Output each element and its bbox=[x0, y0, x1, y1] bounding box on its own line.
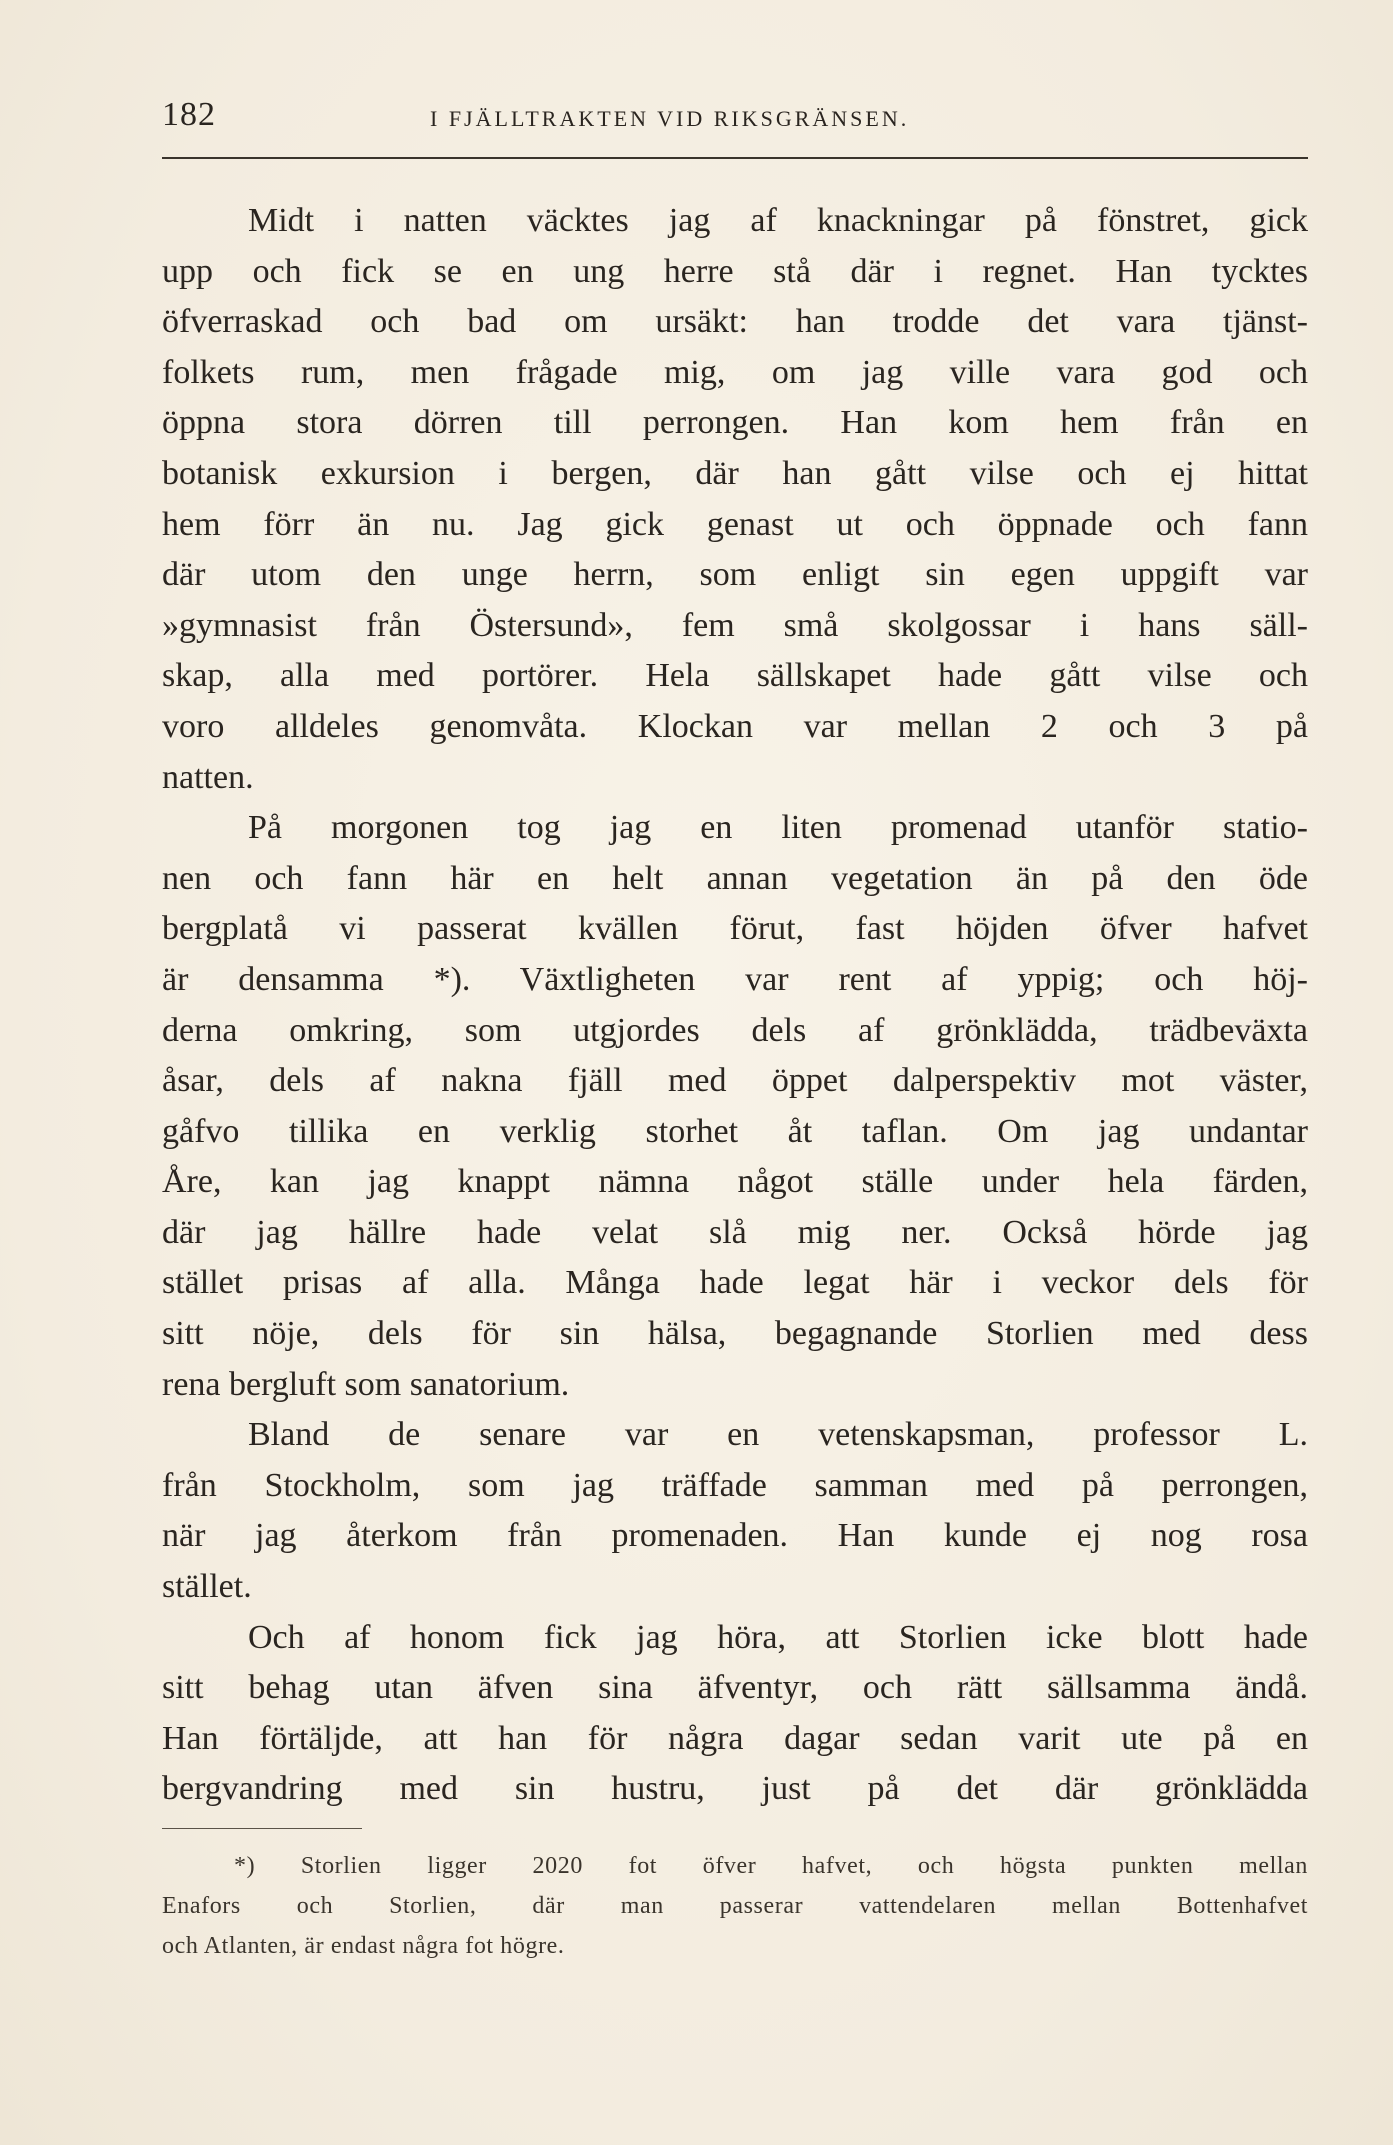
page-header bbox=[162, 96, 1312, 136]
text-line: rena bergluft som sanatorium. bbox=[162, 1365, 570, 1403]
text-line: Bland de senare var en vetenskapsman, professor L. bbox=[248, 1416, 1308, 1454]
footnote-rule bbox=[162, 1828, 362, 1829]
text-line: nen och fann här en helt annan vegetation än på den öde bbox=[162, 859, 1308, 897]
text-line: där jag hällre hade velat slå mig ner. Också hörde jag bbox=[162, 1213, 1308, 1251]
text-line: natten. bbox=[162, 758, 254, 796]
text-line: Han förtäljde, att han för några dagar sedan varit ute på en bbox=[162, 1719, 1308, 1757]
text-line: sitt behag utan äfven sina äfventyr, och rätt sällsamma ändå. bbox=[162, 1669, 1308, 1707]
text-line: derna omkring, som utgjordes dels af grönklädda, trädbeväxta bbox=[162, 1011, 1308, 1049]
text-line: öfverraskad och bad om ursäkt: han trodde det vara tjänst- bbox=[162, 303, 1308, 341]
text-line: stället. bbox=[162, 1568, 252, 1606]
text-line: botanisk exkursion i bergen, där han gått vilse och ej hittat bbox=[162, 454, 1308, 492]
text-line: är densamma *). Växtligheten var rent af yppig; och höj- bbox=[162, 960, 1308, 998]
text-line: åsar, dels af nakna fjäll med öppet dalperspektiv mot väster, bbox=[162, 1062, 1308, 1100]
text-line: öppna stora dörren till perrongen. Han kom hem från en bbox=[162, 404, 1308, 442]
text-line: Åre, kan jag knappt nämna något ställe under hela färden, bbox=[162, 1163, 1308, 1201]
text-line: Midt i natten väcktes jag af knackningar på fönstret, gick bbox=[248, 202, 1308, 239]
text-line: sitt nöje, dels för sin hälsa, begagnande Storlien med dess bbox=[162, 1315, 1308, 1353]
text-line: folkets rum, men frågade mig, om jag ville vara god och bbox=[162, 353, 1308, 391]
footnote-line: Enafors och Storlien, där man passerar vattendelaren mellan Bottenhafvet bbox=[162, 1893, 1308, 1919]
text-line: »gymnasist från Östersund», fem små skolgossar i hans säll- bbox=[162, 606, 1308, 644]
text-line: Och af honom fick jag höra, att Storlien icke blott hade bbox=[248, 1618, 1308, 1656]
text-line: bergplatå vi passerat kvällen förut, fast höjden öfver hafvet bbox=[162, 910, 1308, 948]
text-line: när jag återkom från promenaden. Han kunde ej nog rosa bbox=[162, 1517, 1308, 1555]
footnote-line: *) Storlien ligger 2020 fot öfver hafvet, och högsta punkten mellan bbox=[234, 1853, 1308, 1879]
text-line: skap, alla med portörer. Hela sällskapet hade gått vilse och bbox=[162, 657, 1308, 695]
body-text bbox=[162, 196, 1308, 1815]
footnote bbox=[162, 1846, 1308, 1966]
footnote-line: och Atlanten, är endast några fot högre. bbox=[162, 1933, 565, 1959]
text-line: där utom den unge herrn, som enligt sin egen uppgift var bbox=[162, 556, 1308, 594]
header-rule bbox=[162, 157, 1308, 159]
text-line: hem förr än nu. Jag gick genast ut och öppnade och fann bbox=[162, 505, 1308, 543]
text-line: upp och fick se en ung herre stå där i regnet. Han tycktes bbox=[162, 252, 1308, 290]
page-number: 182 bbox=[162, 96, 216, 133]
text-line: voro alldeles genomvåta. Klockan var mellan 2 och 3 på bbox=[162, 707, 1308, 745]
text-line: På morgonen tog jag en liten promenad utanför statio- bbox=[248, 809, 1308, 847]
text-line: från Stockholm, som jag träffade samman med på perrongen, bbox=[162, 1466, 1308, 1504]
running-title: I FJÄLLTRAKTEN VID RIKSGRÄNSEN. bbox=[430, 106, 910, 131]
text-line: gåfvo tillika en verklig storhet åt taflan. Om jag undantar bbox=[162, 1112, 1308, 1150]
text-line: stället prisas af alla. Många hade legat här i veckor dels för bbox=[162, 1264, 1308, 1302]
text-line: bergvandring med sin hustru, just på det där grönklädda bbox=[162, 1770, 1308, 1808]
